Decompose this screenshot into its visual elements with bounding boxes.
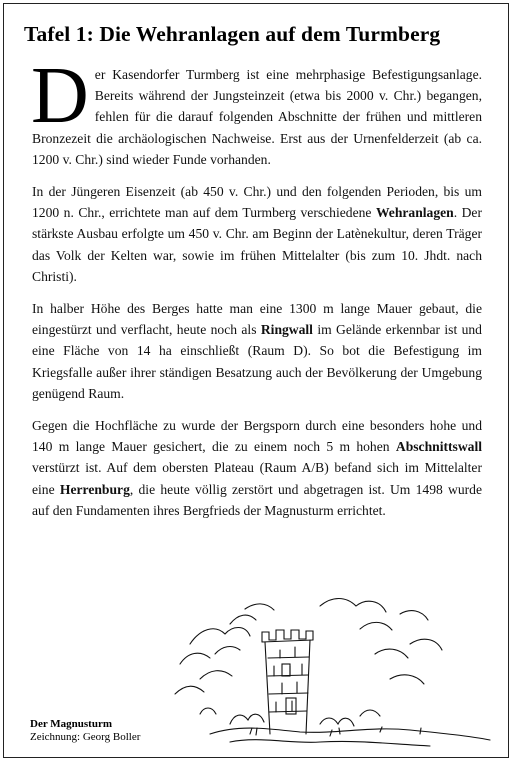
image-caption: [30, 718, 140, 744]
paragraph-3: [32, 298, 482, 404]
term-abschnittswall: Abschnittswall: [395, 439, 482, 455]
paragraph-2: [32, 181, 482, 287]
term-herrenburg: Herrenburg: [59, 481, 130, 497]
paragraph-4-text-b: verstürzt ist. Auf dem obersten Plateau (Raum A/B) befand sich im Mittelalter eine: [32, 460, 482, 497]
paragraph-4-text-c: , die heute völlig zerstört und abgetragen ist. Um 1498 wurde auf den Fundamenten ihres Bergfrieds der Magnusturm errichtet.: [32, 481, 483, 518]
paragraph-1: [31, 52, 482, 170]
caption-credit: Zeichnung: Georg Boller: [30, 731, 141, 743]
page-title: Tafel 1: Die Wehranlagen auf dem Turmberg: [24, 22, 441, 46]
paragraph-4: [32, 415, 482, 521]
paragraph-4-text-a: Gegen die Hochfläche zu wurde der Bergsporn durch eine besonders hohe und 140 m lange Mauer gesichert, die zu einem noch 5 m hohen: [32, 418, 482, 455]
article-body: [31, 52, 483, 532]
paragraph-2-text-b: . Der stärkste Ausbau erfolgte um 450 v. Chr. am Beginn der Latènekultur, deren Träger das Volk der Kelten war, sowie im frühen Mittelalter (bis zum 10. Jhdt. nach Christi).: [32, 205, 482, 284]
term-ringwall: Ringwall: [260, 322, 313, 338]
drop-cap: D: [31, 52, 89, 140]
paragraph-3-text-b: im Gelände erkennbar ist und eine Fläche von 14 ha einschließt (Raum D). So bot die Befestigung im Kriegsfalle außer ihrer ständigen Besatzung auch der Bevölkerung der Umgebung genügend Raum.: [32, 322, 482, 401]
caption-title: Der Magnusturm: [30, 718, 112, 730]
paragraph-2-text-a: In der Jüngeren Eisenzeit (ab 450 v. Chr.) und den folgenden Perioden, bis um 1200 n. Chr., errichtete man auf dem Turmberg verschiedene: [32, 184, 482, 221]
magnusturm-drawing: [170, 584, 510, 754]
paragraph-3-text-a: In halber Höhe des Berges hatte man eine 1300 m lange Mauer gebaut, die eingestürzt und verflacht, heute noch als: [32, 301, 482, 338]
term-wehranlagen: Wehranlagen: [375, 205, 454, 221]
paragraph-1-text: er Kasendorfer Turmberg ist eine mehrphasige Befestigungsanlage. Bereits während der Jungsteinzeit (etwa bis 2000 v. Chr.) begangen, fehlen für die darauf folgenden Abschnitte der frühen und mittleren Bronzezeit die archäologischen Nachweise. Erst aus der Urnenfelderzeit (ab ca. 1200 v. Chr.) sind wieder Funde vorhanden.: [32, 67, 482, 167]
